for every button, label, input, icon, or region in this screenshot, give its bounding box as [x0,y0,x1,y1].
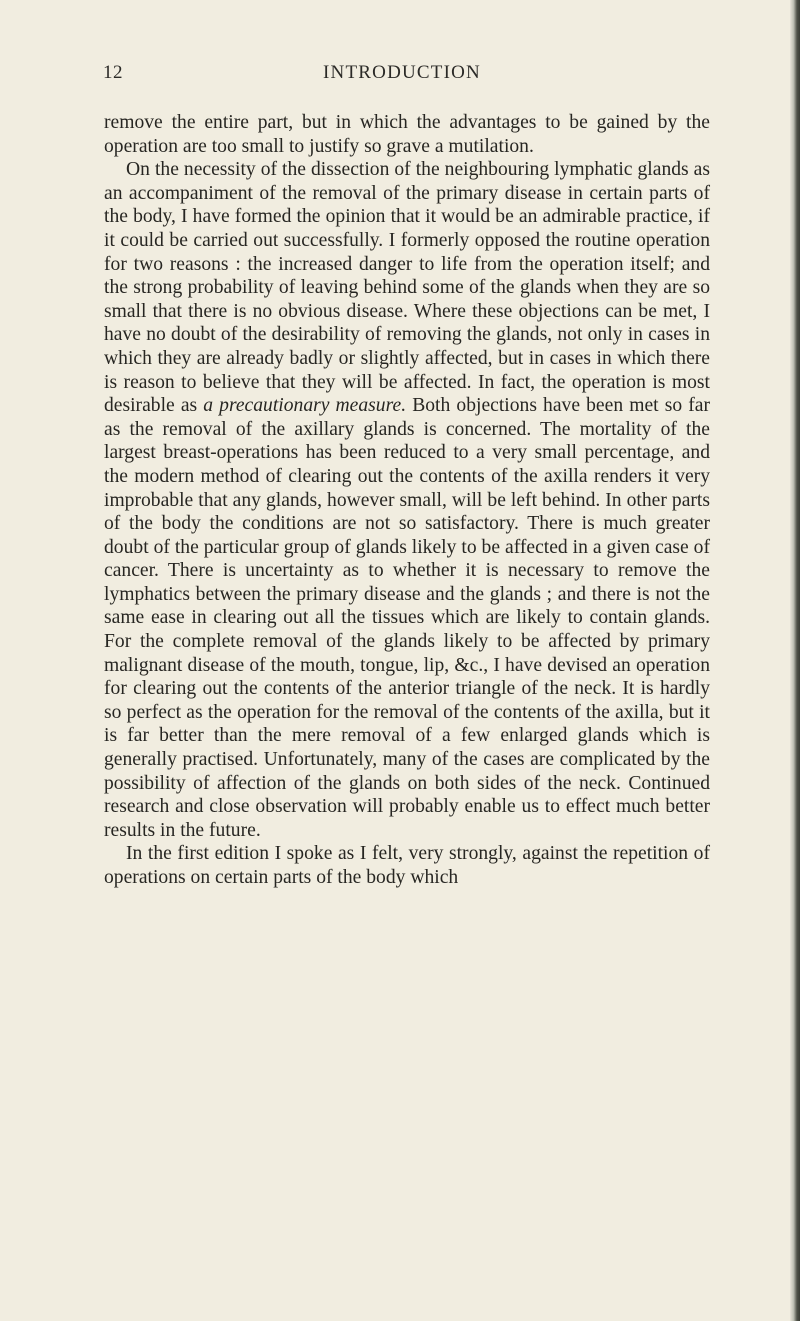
paragraph-lymphatic-glands [104,158,710,842]
page-number: 12 [103,62,123,83]
paragraph-continued: remove the entire part, but in which the advantages to be gained by the operation are too small to justify so grave a mutilation. [104,112,710,157]
emphasis-text: a precautionary measure. [203,395,407,417]
page-header [0,62,792,92]
paragraph-first-edition: In the first edition I spoke as I felt, very strongly, against the repetition of operations on certain parts of the body which [104,843,710,888]
running-title: INTRODUCTION [323,62,481,83]
page-edge-shadow [790,0,800,1321]
body-text [104,111,710,890]
paragraph-text: Both objections have been met so far as the removal of the axillary glands is concerned. The mortality of the largest breast-operations has been reduced to a very small percentage, and the modern method of clearing out the contents of the axilla renders it very improbable that any glands, however small, will be left behind. In other parts of the body the conditions are not so satisfactory. There is much greater doubt of the particular group of glands likely to be affected in a given case of cancer. There is uncertainty as to whether it is necessary to remove the lymphatics between the primary disease and the glands ; and there is not the same ease in clearing out all the tissues which are likely to contain glands. For the complete removal of the glands likely to be affected by primary malignant disease of the mouth, tongue, lip, &c., I have devised an operation for clearing out the contents of the anterior triangle of the neck. It is hardly so perfect as the operation for the removal of the contents of the axilla, but it is far better than the mere removal of a few enlarged glands which is generally practised. Unfortunately, many of the cases are complicated by the possibility of affection of the glands on both sides of the neck. Continued research and close observation will probably enable us to effect much better results in the future. [104,395,710,841]
paragraph-text: On the necessity of the dissection of the neighbouring lymphatic glands as an accompaniment of the removal of the primary disease in certain parts of the body, I have formed the opinion that it would be an admirable practice, if it could be carried out successfully. I formerly opposed the routine operation for two reasons : the increased danger to life from the operation itself; and the strong probability of leaving behind some of the glands when they are so small that there is no obvious disease. Where these objections can be met, I have no doubt of the desirability of removing the glands, not only in cases in which they are already badly or slightly affected, but in cases in which there is reason to believe that they will be affected. In fact, the operation is most desirable as [104,159,710,417]
